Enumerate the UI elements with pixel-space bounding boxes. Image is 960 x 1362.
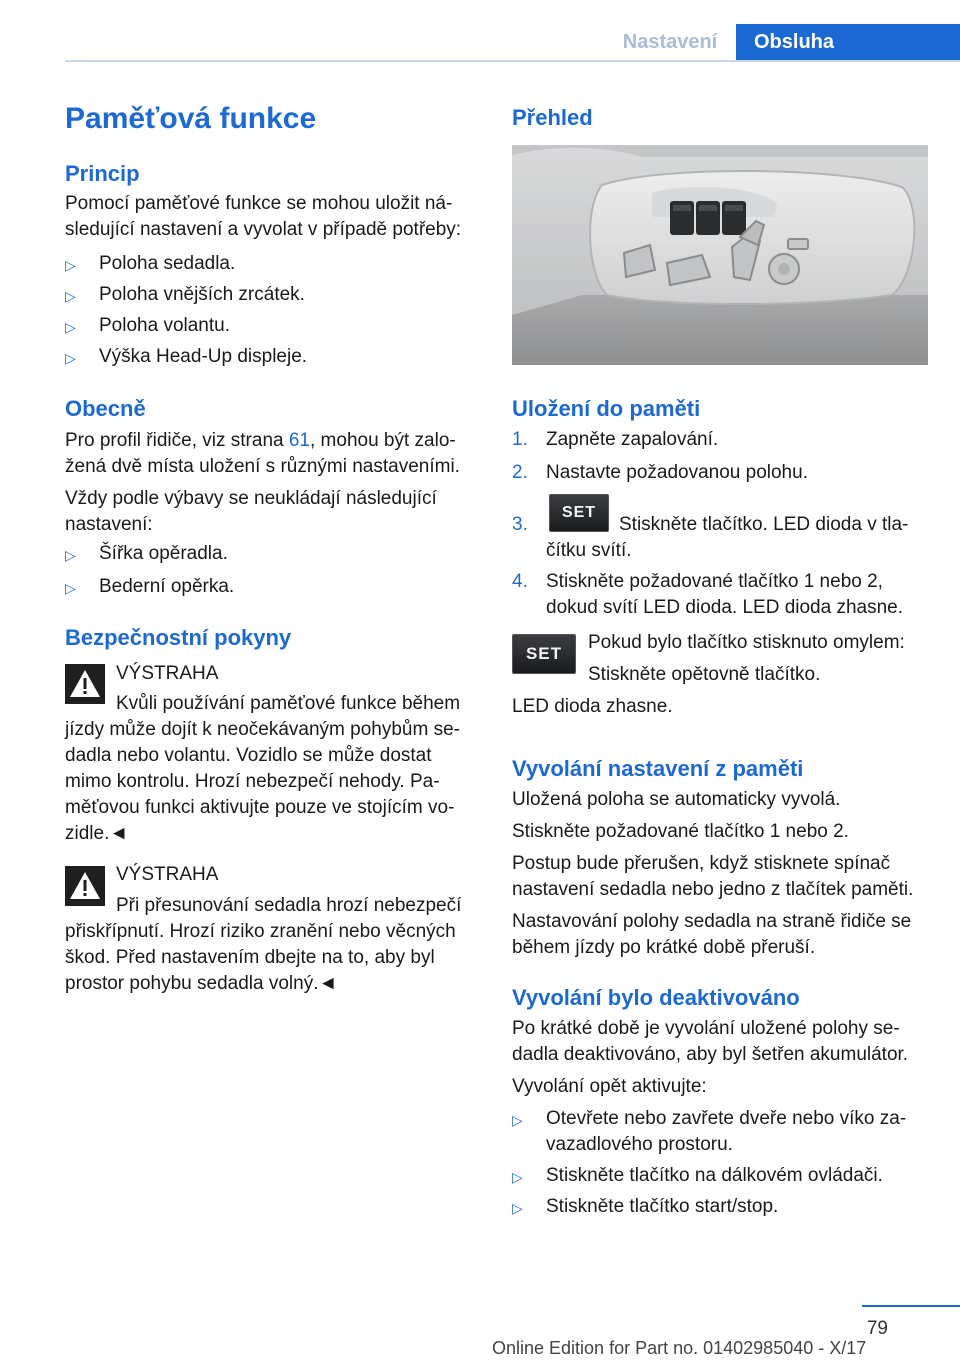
warning-title: VÝSTRAHA <box>116 864 219 885</box>
list-item: ▷ Šířka opěradla. <box>65 541 477 567</box>
principle-text: Pomocí paměťové funkce se mohou uložit následující nastavení a vyvolat v případě potřeby: <box>65 193 462 240</box>
bullet-triangle-icon: ▷ <box>65 319 76 335</box>
list-item: ▷ Výška Head-Up displeje. <box>65 344 477 370</box>
header-divider <box>65 60 960 62</box>
safety-heading: Bezpečnostní pokyny <box>65 625 292 650</box>
set-button-icon: SET <box>549 494 609 532</box>
footer-divider <box>862 1305 960 1307</box>
bullet-triangle-icon: ▷ <box>512 1169 523 1185</box>
deactivated-text: Po krátké době je vyvolání uložené polohy sedadla deaktivováno, aby byl šetřen akumulátor. <box>512 1018 909 1065</box>
general-text-2: Vždy podle výbavy se neukládají následující nastavení: <box>65 488 437 535</box>
edition-footer: Online Edition for Part no. 01402985040 - X/17 <box>492 1338 867 1358</box>
recall-text: Nastavování polohy sedadla na straně řidiče se během jízdy po krátké době přeruší. <box>512 911 912 958</box>
recall-text: Postup bude přerušen, když stisknete spínač nastavení sedadla nebo jedno z tlačítek paměti. <box>512 853 914 900</box>
bullet-triangle-icon: ▷ <box>512 1112 523 1128</box>
overview-heading: Přehled <box>512 105 593 130</box>
principle-heading: Princip <box>65 161 140 186</box>
warning-title: VÝSTRAHA <box>116 663 219 684</box>
deactivated-text: Vyvolání opět aktivujte: <box>512 1076 707 1097</box>
recall-text: Uložená poloha se automaticky vyvolá. <box>512 789 841 810</box>
tab-nastaveni[interactable]: Nastavení <box>622 31 718 53</box>
note-text: Stiskněte opětovně tlačítko. <box>588 664 821 685</box>
bullet-triangle-icon: ▷ <box>65 257 76 273</box>
list-item: ▷ Bederní opěrka. <box>65 574 477 600</box>
general-heading: Obecně <box>65 396 146 421</box>
recall-heading: Vyvolání nastavení z paměti <box>512 756 804 781</box>
list-item: 2. Nastavte požadovanou polohu. <box>512 462 808 483</box>
bullet-triangle-icon: ▷ <box>65 547 76 563</box>
list-item: ▷ Poloha sedadla. <box>65 251 477 277</box>
page-link[interactable]: 61 <box>288 430 310 451</box>
note-text: Pokud bylo tlačítko stisknuto omylem: <box>588 632 905 653</box>
general-text: Pro profil řidiče, viz strana 61, mohou být založená dvě místa uložení s různými nastaveními. <box>65 430 460 477</box>
warning-text: Při přesunování sedadla hrozí nebezpečí přiskřípnutí. Hrozí riziko zranění nebo věcných škod. Před nastavením dbejte na to, aby byl prostor pohybu sedadla volný.◄ <box>65 895 462 994</box>
bullet-triangle-icon: ▷ <box>65 288 76 304</box>
recall-text: Stiskněte požadované tlačítko 1 nebo 2. <box>512 821 849 842</box>
list-item: ▷ Otevřete nebo zavřete dveře nebo víko zavazadlového prostoru. <box>512 1108 907 1155</box>
save-heading: Uložení do paměti <box>512 396 701 421</box>
bullet-triangle-icon: ▷ <box>65 350 76 366</box>
list-item: ▷ Stiskněte tlačítko na dálkovém ovládači. <box>512 1163 932 1189</box>
list-item: 3. Stiskněte tlačítko. LED dioda v tlačítku svítí. <box>512 514 909 561</box>
list-item: ▷ Poloha vnějších zrcátek. <box>65 282 477 308</box>
list-item: ▷ Poloha volantu. <box>65 313 477 339</box>
set-button-icon: SET <box>512 634 576 674</box>
list-item: 1. Zapněte zapalování. <box>512 429 719 450</box>
note-text: LED dioda zhasne. <box>512 696 673 717</box>
bullet-triangle-icon: ▷ <box>65 580 76 596</box>
tab-obsluha[interactable]: Obsluha <box>736 24 960 61</box>
page-number: 79 <box>866 1318 888 1339</box>
warning-text: Kvůli používání paměťové funkce během jízdy může dojít k neočekávaným pohybům sedadla nebo volantu. Vozidlo se může dostat mimo kontrolu. Hrozí nebezpečí nehody. Paměťovou funkci aktivujte pouze ve stojícím vozidle.◄ <box>65 693 461 844</box>
seat-memory-buttons-image <box>512 145 928 365</box>
deactivated-heading: Vyvolání bylo deaktivováno <box>512 985 800 1010</box>
bullet-triangle-icon: ▷ <box>512 1200 523 1216</box>
list-item: 4. Stiskněte požadované tlačítko 1 nebo 2, dokud svítí LED dioda. LED dioda zhasne. <box>512 571 904 618</box>
list-item: ▷ Stiskněte tlačítko start/stop. <box>512 1194 932 1220</box>
page-title: Paměťová funkce <box>65 102 317 135</box>
